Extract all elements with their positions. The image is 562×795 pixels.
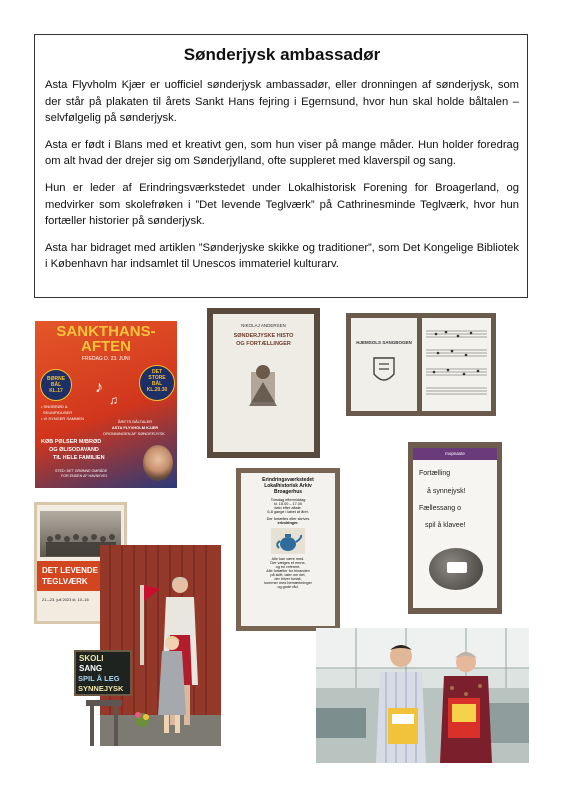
book-photo-historier xyxy=(207,308,320,458)
flyer-line-10: Alle fortæller for hinanden xyxy=(266,569,310,573)
flyer-line-7: Alle kan være med. xyxy=(271,557,305,561)
flyer-line-5: Der fortælles eller skrives xyxy=(266,517,310,521)
article-paragraph-3: Hun er leder af Erindringsværkstedet under Lokalhistorisk Forening for Broagerland, og medvirker som skolefrøken i ”Det levende Teglværk” på Cathrinesminde Teglværk, hvor hun fortæller historier på sønderjysk. xyxy=(45,181,519,228)
flyer-line-2: kl. 15.00 – 17.00 xyxy=(273,502,303,506)
big-fire-3: BÅL xyxy=(151,381,163,387)
asta-portrait xyxy=(143,445,173,481)
flyer-line-4: 6-8 gange i løbet af året. xyxy=(267,510,309,514)
article-paragraph-4: Asta har bidraget med artiklen ”Sønderjyske skikke og traditioner”, som Det Kongelige Bibliotek i København har indsamlet til Unescos immateriel kulturarv. xyxy=(45,241,519,271)
article-paragraph-2: Asta er født i Blans med et kreativt gen, som hun viser på mange måder. Hun holder foredrag om alt hvad der drejer sig om Sønderjylland, ofte suppleret med klaverspil og sang. xyxy=(45,138,519,168)
poster-speech-1: ÅRETS BÅLTALER xyxy=(117,419,153,424)
sankthans-poster xyxy=(35,321,177,488)
sign-paper xyxy=(413,448,497,608)
article-box xyxy=(34,34,528,298)
sign-line-3: Fællessang o xyxy=(419,505,462,512)
music-note-icon: ♪ xyxy=(95,379,103,396)
teapot-icon xyxy=(271,528,305,554)
stone-label xyxy=(447,562,467,573)
kids-fire-1: BØRNE xyxy=(46,376,66,382)
erindringsvaerksted-flyer xyxy=(236,468,340,631)
songbook-photo xyxy=(346,313,496,416)
songbook-title: HJEMSOLS SANGBOGEN xyxy=(356,340,412,345)
chalk-line-2: SANG xyxy=(79,664,103,673)
chalk-line-1: SKOLI xyxy=(79,654,104,663)
book-presentation-photo xyxy=(316,628,529,763)
flyer-paper xyxy=(241,473,335,626)
sign-line-4: spil å klavee! xyxy=(425,522,466,529)
big-fire-2: STORE xyxy=(148,375,166,381)
flyer-line-14: og gode råd. xyxy=(277,585,299,589)
book1-title-1: SØNDERJYSKE HISTO xyxy=(233,333,294,339)
poster-food-1: • SNOBRØD & xyxy=(41,404,68,409)
teglvaerk-title-2: TEGLVÆRK xyxy=(42,577,88,586)
poster-speech-2: ASTA FLYVHOLM KJÆR xyxy=(111,425,159,430)
big-fire-1: DET xyxy=(152,369,162,375)
sign-line-1: Fortælling xyxy=(419,470,451,477)
flyer-heading-3: Broagerhus xyxy=(273,489,303,495)
poster-title-1: SANKTHANS- xyxy=(56,323,156,340)
songbook-emblem xyxy=(371,356,397,388)
sign-line-2: å synnejysk! xyxy=(427,488,466,495)
flyer-heading-1: Erindringsværkstedet xyxy=(262,477,314,483)
book1-author: NIKOLAJ ANDERSEN xyxy=(241,323,286,328)
songbook-left-page xyxy=(351,318,417,411)
chalk-line-3: SPIL Å LEG xyxy=(78,674,120,683)
kids-fire-2: BÅL xyxy=(50,382,62,388)
poster-buy-1: KØB PØLSER M/BRØD xyxy=(41,439,102,445)
chalk-line-4: SYNNEJYSK xyxy=(78,684,124,693)
article-title: Sønderjysk ambassadør xyxy=(183,45,381,64)
book1-illustration xyxy=(245,362,281,406)
music-notes-icon: ♫ xyxy=(109,393,118,407)
sheet-music-staff xyxy=(426,326,487,406)
sign-header: mopnaste xyxy=(413,448,497,460)
flyer-line-3: dato efter aftale. xyxy=(274,506,302,510)
poster-food-2: SKUMFIDUSER xyxy=(43,410,73,415)
book-cover xyxy=(213,314,314,452)
chalkboard-stand xyxy=(84,696,124,746)
big-fire-badge xyxy=(139,365,175,401)
poster-buy-3: TIL HELE FAMILIEN xyxy=(53,455,105,461)
poster-food-3: • VI SYNGER SAMMEN xyxy=(41,416,84,421)
painted-stone xyxy=(429,548,483,590)
teglvaerk-title-1: DET LEVENDE xyxy=(42,566,99,575)
flyer-line-12: der bliver fortalt, xyxy=(274,577,302,581)
article-paragraph-1: Asta Flyvholm Kjær er uofficiel sønderjysk ambassadør, eller dronningen af sønderjysk, som der står på plakaten til årets Sankt Hans fejring i Egernsund, hvor hun skal holde båltalen – selvfølgelig på sønderjysk. xyxy=(45,79,519,125)
songbook-music-page xyxy=(422,318,491,411)
flyer-line-8: Der vælges et emne, xyxy=(270,561,306,565)
poster-title-2: AFTEN xyxy=(81,338,131,355)
flyer-line-1: Torsdag eftermiddag xyxy=(270,498,306,502)
kids-fire-badge xyxy=(40,369,72,401)
fortaelling-sign xyxy=(408,442,502,614)
flyer-line-9: og en referent. xyxy=(275,565,301,569)
teglvaerk-dates: 21.–23. juli 2023 kl. 10–16 xyxy=(42,597,89,602)
poster-speech-3: DRONNINGEN AF SØNDERJYSK xyxy=(103,431,165,436)
flyer-line-13: kommer med bemærkninger xyxy=(264,581,312,585)
poster-place-1: STED: DET GRØNNE OMRÅDE xyxy=(55,469,108,473)
kids-fire-3: KL.17 xyxy=(49,388,63,394)
flyer-line-6: erindringer. xyxy=(277,521,299,525)
flyer-line-11: på skift, taler om det, xyxy=(270,573,306,577)
poster-place-2: FOR ENDEN AF HAVNEVEJ xyxy=(61,474,108,478)
flyer-heading-2: Lokalhistorisk Arkiv xyxy=(264,483,312,489)
poster-buy-2: OG ØL/SODAVAND xyxy=(49,447,99,453)
poster-date: FREDAG D. 23. JUNI xyxy=(81,356,131,362)
book1-title-2: OG FORTÆLLINGER xyxy=(236,341,291,347)
chalkboard xyxy=(74,650,132,696)
big-fire-4: KL.20.30 xyxy=(146,387,168,393)
library-scene xyxy=(316,628,529,763)
